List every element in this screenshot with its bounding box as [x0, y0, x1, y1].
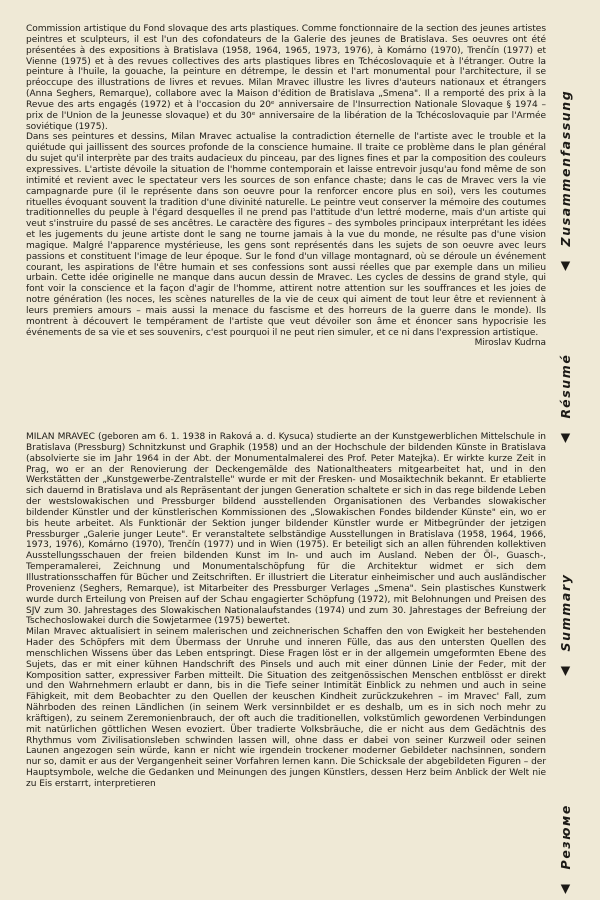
french-summary-column: [26, 24, 546, 349]
french-paragraph-2: Dans ses peintures et dessins, Milan Mravec actualise la contradiction éternelle de l'artiste avec le trouble et la quiétude qui jaillissent des sources profonde de la conscience humaine. Il traite ce problème dans le plan général du sujet qu'il interprète par des traits audacieux du pinceau, par des lignes fines et par la composition des couleurs expressives. L'artiste dévoile la situation de l'homme contemporain et laisse entrevoir jusqu'au fond même de son intimité et revient avec le spectateur vers les sources de son enfance chaste; dans le cas de Mravec vers la vie campagnarde pure (il le représente dans son oeuvre pour la renforcer encore plus en soi), vers les coutumes rituelles évoquant souvent la tradition d'une divinité naturelle. Le peintre veut conserver la mémoire des coutumes traditionnelles du peuple à l'égard desquelles il ne prend pas l'attitude d'un lettré moderne, mais d'un artiste qui veut s'instruire du passé de ses ancêtres. Le caractère des figures – des symboles principaux interprétant les idées et les jugements du jeune artiste dont le sang ne tourne jamais à la vue du monde, ne résulte pas d'une vision magique. Malgré l'apparence mystérieuse, les gens sont représentés dans les sujets de son oeuvre avec leurs passions et constituent l'image de leur époque. Sur le fond d'un village montagnard, où se déroule un événement courant, les aspirations de l'être humain et ses confessions sont aussi réelles que par exemple dans un milieu urbain. Cette idée originelle ne manque dans aucun dessin de Mravec. Les cycles de dessins de grand style, qui font voir la conscience et la façon d'agir de l'homme, attirent notre attention sur les souffrances et les joies de notre génération (les noces, les scènes naturelles de la vie de ceux qui aiment de tout leur être et reviennent à leurs premiers amours – mais aussi la menace du fascisme et des horreurs de la guerre dans le monde). Ils montrent à découvert le tempérament de l'artiste que veut dévoiler son âme et énoncer sans hypocrisie les événements de sa vie et ses souvenirs, c'est pourquoi il ne peut rien simuler, et ce ni dans l'expression artistique.: [26, 132, 546, 338]
french-paragraph-1: Commission artistique du Fond slovaque des arts plastiques. Comme fonctionnaire de la section des jeunes artistes peintres et sculpteurs, il est l'un des cofondateurs de la Galerie des jeunes de Bratislava. Ses oeuvres ont été présentées à des expositions à Bratislava (1958, 1964, 1965, 1973, 1976), à Komárno (1970), Trenčín (1977) et Vienne (1975) et à des revues collectives des arts plastiques libres en Tchécoslovaquie et à l'étranger. Outre la peinture à l'huile, la gouache, la peinture en détrempe, le dessin et l'art monumental pour l'architecture, il se préoccupe des illustrations de livres et revues. Milan Mravec illustre les livres d'auteurs nationaux et étrangers (Anna Seghers, Remarque), collabore avec la Maison d'édition de Bratislava „Smena". Il a remporté des prix à la Revue des arts engagés (1972) et à l'occasion du 20ᵉ anniversaire de l'Insurrection Nationale Slovaque § 1974 – prix de l'Union de la Jeunesse slovaque) et du 30ᵉ anniversaire de la libération de la Tchécoslovaquie par l'Armée soviétique (1975).: [26, 24, 546, 132]
german-paragraph-1: MILAN MRAVEC (geboren am 6. 1. 1938 in Raková a. d. Kysuca) studierte an der Kunstgewerblichen Mittelschule in Bratislava (Pressburg) Schnitzkunst und Graphik (1958) und an der Hochschule der bildenden Künste in Bratislava (absolvierte sie im Jahr 1964 in der Abt. der Monumentalmalerei des Prof. Peter Matejka). Er wirkte kurze Zeit in Prag, wo er an der Renovierung der Deckengemälde des Nationaltheaters mitgearbeitet hat, und in den Werkstätten der „Kunstgewerbe-Zentralstelle" wurde er mit der Fresken- und Mosaiktechnik bekannt. Er etablierte sich dauernd in Bratislava und als Repräsentant der jungen Generation schaltete er sich in das rege bildende Leben der westslowakischen und Pressburger bildend ausstellenden Organisationen des Verbandes slowakischer bildender Künstler und der künstlerischen Kommissionen des „Slowakischen Fondes bildender Künste" ein, wo er bis heute arbeitet. Als Funktionär der Sektion junger bildender Künstler wurde er Mitbegründer der jetzigen Pressburger „Galerie junger Leute". Er veranstaltete selbständige Ausstellungen in Bratislava (1958, 1964, 1966, 1973, 1976), Komárno (1970), Trenčín (1977) und in Wien (1975). Er beteiligt sich an allen führenden kollektiven Ausstellungsschauen der freien bildenden Kunst im In- und auch im Ausland. Neben der Öl-, Guasch-, Temperamalerei, Zeichnung und Monumentalschöpfung für die Architektur widmet er sich dem Illustrationsschaffen für Bücher und Zeitschriften. Er illustriert die Literatur einheimischer und auch ausländischer Provenienz (Seghers, Remarque), ist Mitarbeiter des Pressburger Verlages „Smena". Sein plastisches Kunstwerk wurde durch Erteilung von Preisen auf der Schau engagierter Schöpfung (1972), mit Belohnungen und Preisen des SJV zum 30. Jahrestages des Slowakischen Nationalaufstandes (1974) und zum 30. Jahrestages der Befreiung der Tschechoslowakei durch die Sowjetarmee (1975) bewertet.: [26, 432, 546, 627]
german-paragraph-2: Milan Mravec aktualisiert in seinem malerischen und zeichnerischen Schaffen den von Ewigkeit her bestehenden Hader des Schöpfers mit dem Übermass der Unruhe und inneren Fülle, das aus den untersten Quellen des menschlichen Wissens über das Leben entspringt. Diese Fragen löst er in der allgemein umgeformten Ebene des Sujets, das er mit einer kühnen Handschrift des Pinsels und auch mit einer dünnen Linie der Feder, mit der Komposition satter, expressiver Farben mitteilt. Die Situation des zeitgenössischen Menschen entblösst er direkt und den Wahrnehmern erlaubt er dann, bis in die Tiefe seiner Intimität Einblick zu nehmen und auch in seine Fähigkeit, mit dem Beobachter zu den Quellen der keuschen Kindheit zurückzukehren – im Mravec' Fall, zum Nährboden des reinen Ländlichen (in seinem Werk versinnbildet er es deshalb, um es in sich noch mehr zu kräftigen), zu seinem Zeremonienbrauch, der oft auch die traditionellen, volkstümlich gewordenen Verbindungen mit natürlichen göttlichen Wesen evoziert. Über tradierte Volksbräuche, die er nicht aus dem Gedächtnis des Rhythmus vom Zivilisationsleben schwinden lassen will, ohne dass er dabei von seiner Kurzweil oder seinen Launen angezogen sein würde, kann er nicht wie irgendein trockener moderner Gebildeter nachsinnen, sondern nur so, damit er aus der Vergangenheit seiner Vorfahren lernen kann. Die Schicksale der abgebildeten Figuren – der Hauptsymbole, welche die Gedanken und Meinungen des jungen Künstlers, dessen Herz beim Anblick der Welt nie zu Eis erstarrt, interpretieren: [26, 627, 546, 789]
triangle-icon: ▲: [558, 881, 573, 898]
german-summary-column: [26, 432, 546, 790]
triangle-icon: ▲: [558, 663, 573, 680]
side-label-resume: [558, 353, 573, 447]
side-label-text: Резюме: [558, 804, 573, 870]
side-label-text: Summary: [558, 573, 573, 652]
french-author: Miroslav Kudrna: [474, 338, 546, 349]
side-label-text: Résumé: [558, 353, 573, 419]
side-label-text: Zusammenfassung: [558, 89, 573, 247]
triangle-icon: ▲: [558, 430, 573, 447]
side-label-zusammenfassung: [558, 30, 573, 275]
side-label-summary: [558, 573, 573, 680]
triangle-icon: ▲: [558, 258, 573, 275]
side-label-rezyume: [558, 804, 573, 898]
